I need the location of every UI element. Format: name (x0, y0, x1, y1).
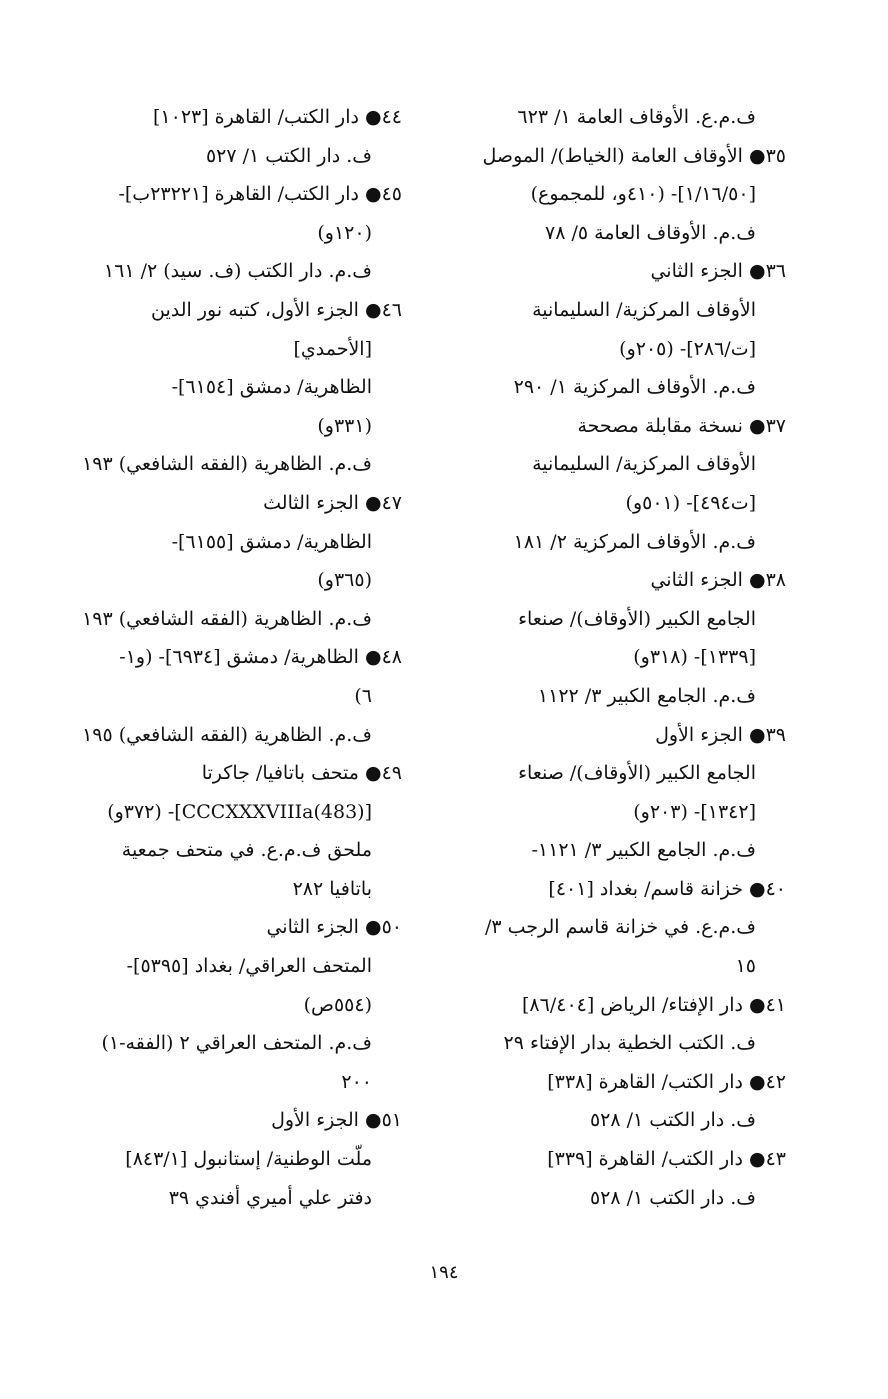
catalog-entry-line: ٣٧● نسخة مقابلة مصححة (577, 414, 786, 437)
catalog-detail-line: ٦) (354, 684, 372, 707)
catalog-detail-line: ف. الكتب الخطية بدار الإفتاء ٢٩ (503, 1032, 756, 1055)
catalog-entry-line: ٤٤● دار الكتب/ القاهرة [١٠٢٣] (152, 106, 402, 128)
catalog-detail-line: ف.م. الظاهرية (الفقه الشافعي) ١٩٥ (82, 723, 372, 746)
catalog-detail-line: ٢٠٠ (341, 1070, 372, 1093)
catalog-detail-line: ف.م.ع. في خزانة قاسم الرجب ٣/ (484, 916, 756, 939)
catalog-detail-line: (٣٦٥و) (317, 569, 372, 592)
catalog-entry-line: ٣٥● الأوقاف العامة (الخياط)/ الموصل (482, 144, 786, 167)
catalog-detail-line: ف.م. الأوقاف العامة ٥/ ٧٨ (545, 221, 756, 244)
catalog-entry-line: ٤٧● الجزء الثالث (263, 491, 402, 514)
catalog-entry-line: ٣٦● الجزء الثاني (650, 260, 786, 283)
catalog-entry-line: ٤١● دار الإفتاء/ الرياض [٨٦/٤٠٤] (522, 993, 786, 1016)
catalog-detail-line: ف.م.ع. الأوقاف العامة ١/ ٦٢٣ (517, 106, 756, 128)
catalog-detail-line: [ت٤٩٤]- (٥٠١و) (625, 491, 756, 514)
catalog-detail-line: ملّت الوطنية/ إستانبول [٨٤٣/١] (125, 1148, 372, 1171)
catalog-entry-line: ٤٢● دار الكتب/ القاهرة [٣٣٨] (547, 1070, 786, 1093)
catalog-entry-line: ٣٨● الجزء الثاني (650, 569, 786, 592)
catalog-detail-line: المتحف العراقي/ بغداد [٥٣٩٥]- (126, 955, 372, 978)
catalog-entry-line: ٤٨● الظاهرية/ دمشق [٦٩٣٤]- (و١- (119, 646, 402, 669)
catalog-detail-line: الجامع الكبير (الأوقاف)/ صنعاء (518, 607, 756, 630)
page-number: ١٩٤ (429, 1262, 459, 1283)
catalog-detail-line: [الأحمدي] (293, 337, 372, 360)
catalog-detail-line: الظاهرية/ دمشق [٦١٥٤]- (171, 376, 372, 399)
catalog-detail-line: الظاهرية/ دمشق [٦١٥٥]- (171, 530, 372, 553)
catalog-detail-line: ف.م. دار الكتب (ف. سيد) ٢/ ١٦١ (103, 260, 372, 283)
catalog-detail-line: ف.م. المتحف العراقي ٢ (الفقه-١) (101, 1032, 372, 1055)
catalog-detail-line: ف.م. الظاهرية (الفقه الشافعي) ١٩٣ (82, 453, 372, 476)
catalog-detail-line: ف.م. الظاهرية (الفقه الشافعي) ١٩٣ (82, 607, 372, 630)
catalog-detail-line: الأوقاف المركزية/ السليمانية (532, 453, 756, 476)
catalog-detail-line: ١٥ (735, 955, 756, 978)
catalog-detail-line: ف.م. الأوقاف المركزية ٢/ ١٨١ (513, 530, 756, 553)
catalog-detail-line: دفتر علي أميري أفندي ٣٩ (168, 1186, 372, 1209)
left-column (44, 98, 402, 1217)
catalog-detail-line: (٥٥٤ص) (303, 993, 372, 1016)
catalog-entry-line: ٤٥● دار الكتب/ القاهرة [٢٣٢٢١ب]- (118, 183, 402, 206)
catalog-detail-line: الجامع الكبير (الأوقاف)/ صنعاء (518, 762, 756, 785)
catalog-detail-line: [١٣٣٩]- (٣١٨و) (633, 646, 756, 669)
catalog-detail-line: [١/١٦/٥٠]- (٤١٠و، للمجموع) (530, 183, 756, 206)
catalog-entry-line: ٣٩● الجزء الأول (655, 723, 786, 746)
catalog-detail-line: ف. دار الكتب ١/ ٥٢٨ (589, 1109, 756, 1132)
catalog-detail-line: ملحق ف.م.ع. في متحف جمعية (121, 839, 372, 862)
catalog-detail-line: [١٣٤٢]- (٢٠٣و) (633, 800, 756, 823)
catalog-detail-line: ف.م. الجامع الكبير ٣/ ١١٢٢ (537, 684, 756, 707)
catalog-entry-line: ٤٩● متحف باتافيا/ جاكرتا (201, 762, 402, 785)
catalog-detail-line: الأوقاف المركزية/ السليمانية (532, 298, 756, 321)
catalog-entry-line: ٥١● الجزء الأول (271, 1109, 402, 1132)
catalog-entry-line: ٤٦● الجزء الأول، كتبه نور الدين (151, 298, 402, 321)
catalog-detail-line: ف. دار الكتب ١/ ٥٢٧ (205, 144, 372, 167)
catalog-detail-line: ف. دار الكتب ١/ ٥٢٨ (589, 1186, 756, 1209)
catalog-detail-line: [(483)CCCXXXVIIIa]- (٣٧٢و) (107, 800, 372, 823)
catalog-detail-line: [ت/٢٨٦]- (٢٠٥و) (619, 337, 756, 360)
catalog-detail-line: ف.م. الجامع الكبير ٣/ ١١٢١- (531, 839, 756, 862)
catalog-detail-line: ف.م. الأوقاف المركزية ١/ ٢٩٠ (513, 376, 756, 399)
right-column (436, 98, 786, 1217)
catalog-detail-line: (١٢٠و) (317, 221, 372, 244)
catalog-entry-line: ٥٠● الجزء الثاني (266, 916, 402, 939)
catalog-entry-line: ٤٣● دار الكتب/ القاهرة [٣٣٩] (547, 1148, 786, 1171)
catalog-detail-line: (٣٣١و) (317, 414, 372, 437)
catalog-entry-line: ٤٠● خزانة قاسم/ بغداد [٤٠١] (548, 877, 786, 900)
catalog-detail-line: باتافيا ٢٨٢ (292, 877, 372, 900)
